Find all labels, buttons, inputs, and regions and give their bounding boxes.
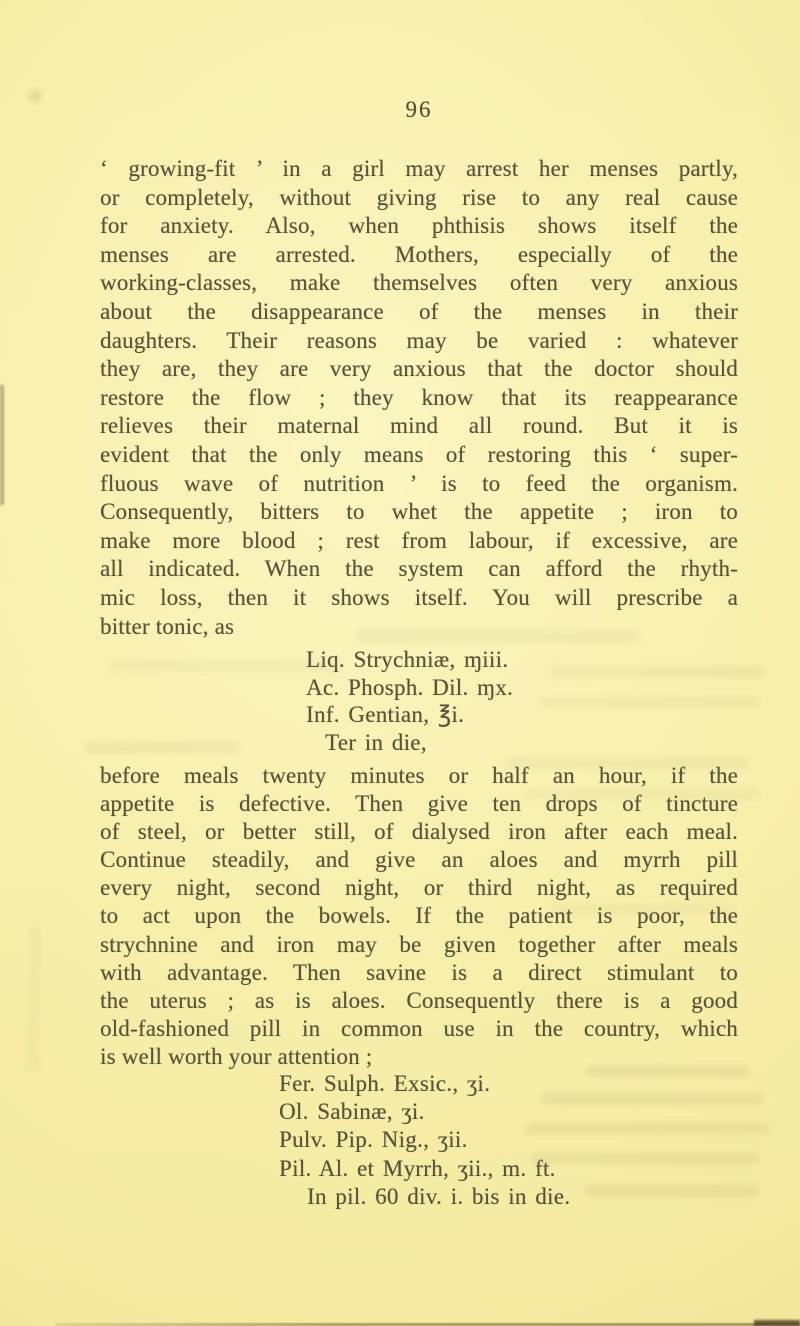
text-line: the uterus ; as is aloes. Consequently there is a good bbox=[100, 987, 738, 1013]
prescription-2-directions: In pil. 60 div. i. bis in die. bbox=[307, 1183, 571, 1209]
page-number: 96 bbox=[405, 97, 433, 122]
text-line: Fer. Sulph. Exsic., ʒi. bbox=[279, 1071, 491, 1096]
prescription-1-ingredients bbox=[100, 646, 738, 729]
text-line: to act upon the bowels. If the patient is poor, the bbox=[100, 903, 738, 929]
text-line: strychnine and iron may be given together after meals bbox=[100, 931, 738, 957]
text-line: make more blood ; rest from labour, if excessive, are bbox=[100, 527, 738, 553]
text-line: Continue steadily, and give an aloes and myrrh pill bbox=[100, 847, 738, 873]
prescription-2-ingredients bbox=[100, 1070, 738, 1183]
corner-scan-artifact bbox=[754, 1320, 800, 1326]
paragraph-continuation bbox=[100, 155, 738, 641]
scan-streak bbox=[28, 925, 40, 1075]
text-line: relieves their maternal mind all round. But it is bbox=[100, 413, 738, 439]
text-line: daughters. Their reasons may be varied : whatever bbox=[100, 327, 738, 353]
text-line: with advantage. Then savine is a direct stimulant to bbox=[100, 959, 738, 985]
text-line: every night, second night, or third night, as required bbox=[100, 875, 738, 901]
text-line: is well worth your attention ; bbox=[100, 1043, 373, 1069]
text-line: bitter tonic, as bbox=[100, 613, 235, 639]
paragraph-treatment bbox=[100, 762, 738, 1071]
prescription-old-fashioned-pill bbox=[100, 1070, 738, 1211]
prescription-bitter-tonic bbox=[100, 646, 738, 756]
text-line: Inf. Gentian, ℥i. bbox=[306, 702, 465, 728]
text-line: ‘ growing-fit ’ in a girl may arrest her menses partly, bbox=[100, 156, 738, 181]
text-line: they are, they are very anxious that the doctor should bbox=[100, 356, 738, 382]
text-line: Consequently, bitters to whet the appetite ; iron to bbox=[100, 499, 738, 525]
text-line: mic loss, then it shows itself. You will prescribe a bbox=[100, 584, 738, 610]
text-line: Ac. Phosph. Dil. ɱx. bbox=[306, 674, 514, 700]
text-line: or completely, without giving rise to any real cause bbox=[100, 184, 738, 210]
text-line: restore the flow ; they know that its reappearance bbox=[100, 384, 738, 410]
binding-shadow bbox=[0, 385, 4, 505]
text-line: about the disappearance of the menses in their bbox=[100, 298, 738, 324]
text-line: evident that the only means of restoring this ‘ super- bbox=[100, 441, 738, 467]
text-line: Liq. Strychniæ, ɱiii. bbox=[306, 647, 509, 672]
text-line: Ol. Sabinæ, ʒi. bbox=[279, 1099, 425, 1125]
text-line: menses are arrested. Mothers, especially of the bbox=[100, 241, 738, 267]
text-line: appetite is defective. Then give ten drops of tincture bbox=[100, 791, 738, 817]
text-line: working-classes, make themselves often very anxious bbox=[100, 270, 738, 296]
text-line: all indicated. When the system can afford the rhyth- bbox=[100, 556, 738, 582]
text-line: old-fashioned pill in common use in the country, which bbox=[100, 1015, 738, 1041]
text-line: Pil. Al. et Myrrh, ʒii., m. ft. bbox=[279, 1155, 556, 1181]
text-line: Pulv. Pip. Nig., ʒii. bbox=[279, 1127, 468, 1153]
prescription-1-directions: Ter in die, bbox=[325, 729, 427, 755]
text-line: of steel, or better still, of dialysed iron after each meal. bbox=[100, 819, 738, 845]
text-line: fluous wave of nutrition ’ is to feed the organism. bbox=[100, 470, 738, 496]
text-line: for anxiety. Also, when phthisis shows itself the bbox=[100, 213, 738, 239]
paper-stain bbox=[24, 86, 46, 106]
text-line: before meals twenty minutes or half an hour, if the bbox=[100, 763, 738, 788]
